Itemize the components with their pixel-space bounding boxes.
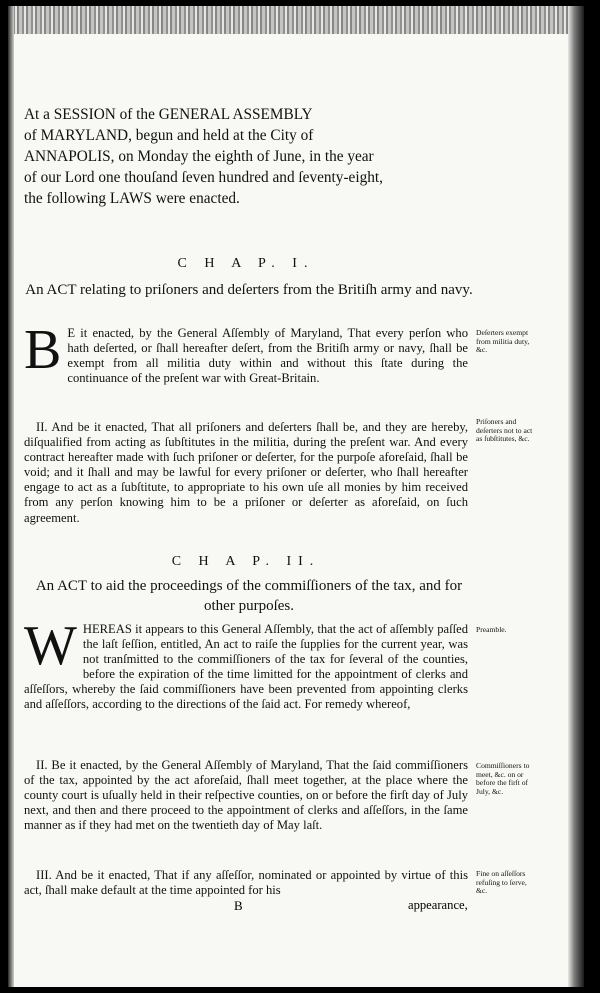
chapter-2-paragraph-3: III. And be it enacted, That if any aſſeſſor, nominated or appointed by virtue of this act, ſhall make default at the time appointed for his: [24, 868, 468, 898]
chapter-2-paragraph-2: II. Be it enacted, by the General Aſſembly of Maryland, That the ſaid commiſſioners of the tax, appointed by the act aforeſaid, ſhall meet together, at the place where the county court is uſually held in their reſpective counties, on or before the firſt day of July next, and then and there proceed to the appointment of clerks and aſſeſſors, in the ſame manner as if they had met on the twentieth day of May laſt.: [24, 758, 468, 833]
chapter-1-paragraph-1: [24, 319, 468, 386]
drop-cap-w: W: [24, 615, 77, 677]
chapter-2-paragraph-1-text: HEREAS it appears to this General Aſſembly, that the act of aſſembly paſſed the laſt ſeſſion, entitled, An act to raiſe the ſupplies for the current year, was not tranſmitted to the commiſſioners of the tax for ſeveral of the counties, before the expiration of the time limitted for the appointment of clerks and aſſeſſors, whereby the ſaid commiſſioners have been prevented from appointing clerks and aſſeſſors, according to the directions of the ſaid act. For remedy whereof,: [24, 622, 468, 712]
margin-note-prisoners-substitutes: Priſoners and deſerters not to act as ſubſtitutes, &c.: [476, 417, 533, 444]
chapter-1-title: An ACT relating to priſoners and deſerters from the Britiſh army and navy.: [25, 282, 473, 298]
chapter-2-title: An ACT to aid the proceedings of the commiſſioners of the tax, and for other purpoſes.: [35, 578, 463, 614]
heading-line-1: At a SESSION of the GENERAL ASSEMBLY: [24, 106, 313, 123]
chapter-1-paragraph-2: II. And be it enacted, That all priſoners and deſerters ſhall be, and they are hereby, diſqualified from acting as ſubſtitutes in the militia, during the preſent war. And every contract hereafter made with ſuch priſoner or deſerter, for the purpoſe aforeſaid, ſhall be void; and it ſhall and may be lawful for every priſoner or deſerter, who ſhall hereafter engage to act as a ſubſtitute, to appropriate to his own uſe all monies by him received from any perſon knowing him to be a priſoner or deſerter as aforeſaid, on ſuch agreement.: [24, 420, 468, 525]
heading-line-4: of our Lord one thouſand ſeven hundred and ſeventy-eight,: [24, 169, 383, 186]
heading-line-2: of MARYLAND, begun and held at the City of: [24, 127, 314, 144]
margin-note-deserters-exempt: Deſerters exempt from militia duty, &c.: [476, 328, 530, 355]
page-top-edge: [8, 6, 584, 34]
margin-note-fine-assessors: Fine on aſſeſſors refuſing to ſerve, &c.: [476, 869, 527, 896]
drop-cap-b: B: [24, 319, 62, 381]
session-heading: [24, 104, 468, 209]
page-right-edge: [568, 6, 584, 987]
page-spine-shadow: [8, 6, 14, 987]
chapter-2-label: C H A P. II.: [171, 554, 321, 569]
chapter-1-paragraph-1-text: E it enacted, by the General Aſſembly of Maryland, That every perſon who hath deſerted, or ſhall hereafter deſert, from the Britiſh army or navy, ſhall be exempt from all militia duty within and without this ſtate during the continuance of the preſent war with Great-Britain.: [67, 326, 468, 386]
heading-line-5: the following LAWS were enacted.: [24, 190, 240, 207]
margin-note-commissioners-meet: Commiſſioners to meet, &c. on or before the firſt of July, &c.: [476, 761, 530, 796]
catchword: appearance,: [408, 898, 468, 912]
document-page: [8, 6, 584, 987]
heading-line-3: ANNAPOLIS, on Monday the eighth of June, in the year: [24, 148, 374, 165]
signature-mark: B: [234, 898, 243, 913]
margin-note-preamble: Preamble.: [476, 625, 507, 634]
chapter-1-label: C H A P. I.: [177, 256, 315, 271]
chapter-2-paragraph-1: [24, 615, 468, 713]
